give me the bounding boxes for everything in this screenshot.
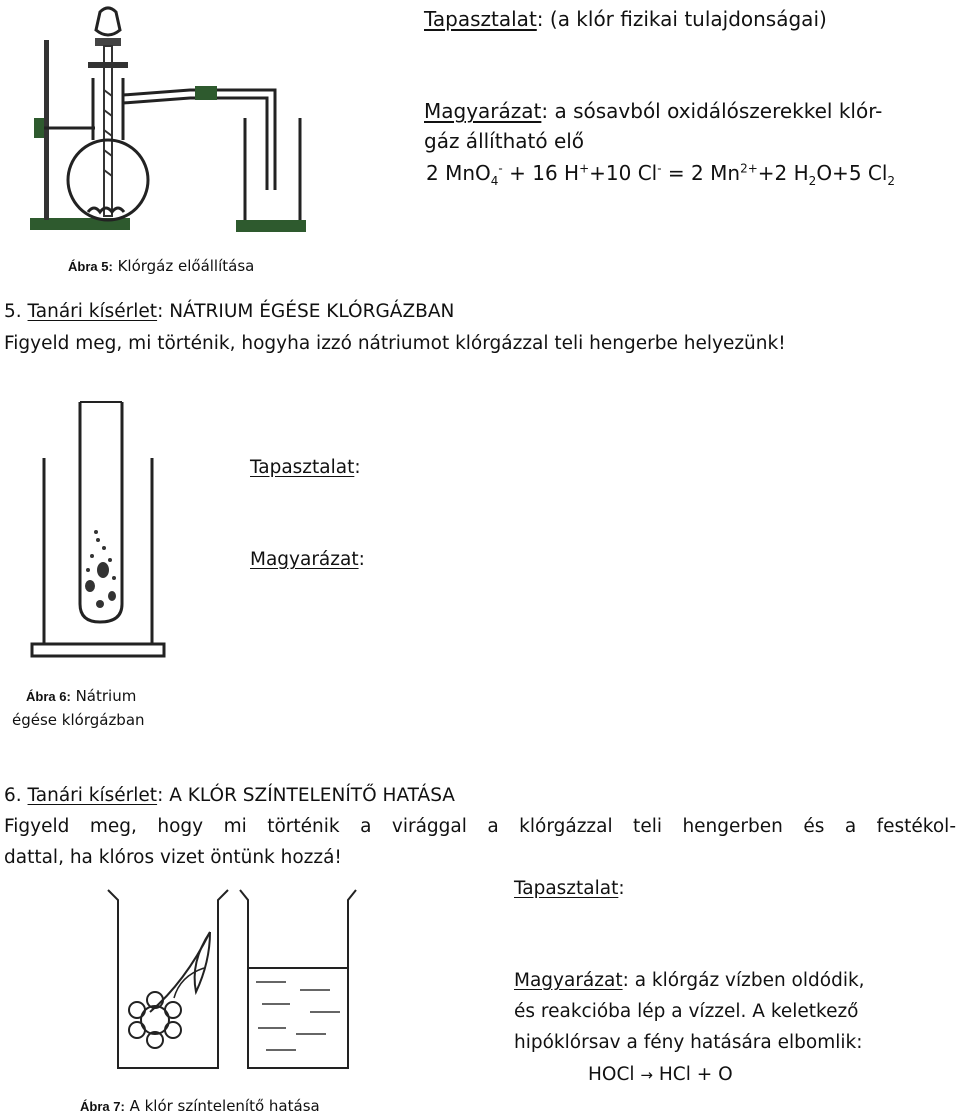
decolorizing-illustration [90, 872, 360, 1092]
experiment-6-instruction-line2: dattal, ha klóros vizet öntünk hozzá! [4, 847, 342, 868]
experiment-6-heading [4, 780, 455, 811]
observation-label: Tapasztalat [250, 457, 355, 478]
explanation-text-line2: gáz állítható elő [424, 129, 585, 153]
explanation-label: Magyarázat [424, 99, 542, 123]
experiment-title: : A KLÓR SZÍNTELENÍTŐ HATÁSA [157, 785, 455, 806]
experiment-5-instruction: Figyeld meg, mi történik, hogyha izzó nátriumot klórgázzal teli hengerbe helyezünk! [4, 333, 786, 354]
observation-label: Tapasztalat [514, 878, 619, 899]
arrow-icon: → [640, 1066, 653, 1084]
eq-term: 2 MnO [426, 161, 491, 185]
explanation-text-line1: : a sósavból oxidálószerekkel klór- [541, 99, 883, 123]
eq-term: + 16 H [502, 161, 580, 185]
sodium-burning-illustration [0, 390, 190, 690]
figure-5-caption [68, 254, 254, 279]
experiment-number: 6. [4, 785, 28, 806]
experiment-6-explanation [514, 965, 865, 996]
eq-sup: - [498, 161, 503, 176]
experiment-label: Tanári kísérlet [27, 301, 158, 322]
observation-text: : (a klór fizikai tulajdonságai) [536, 7, 827, 31]
figure-caption-label: Ábra 5: [68, 259, 113, 274]
experiment-5-observation [250, 452, 361, 483]
observation-colon: : [354, 457, 361, 478]
eq-sub: 2 [808, 174, 817, 188]
eq-term: O+5 Cl [816, 161, 888, 185]
eq-term: HOCl [588, 1064, 635, 1085]
eq-sup: 2+ [740, 161, 758, 176]
figure-caption-label: Ábra 6: [26, 689, 71, 704]
explanation-label: Magyarázat [250, 549, 359, 570]
figure-caption-text: Nátrium [70, 687, 137, 705]
experiment-5-explanation [250, 544, 365, 575]
eq-sup: - [657, 161, 662, 176]
explanation-text-line1: : a klórgáz vízben oldódik, [622, 970, 865, 991]
experiment-title: : NÁTRIUM ÉGÉSE KLÓRGÁZBAN [157, 301, 455, 322]
figure-caption-label: Ábra 7: [80, 1099, 125, 1114]
experiment-label: Tanári kísérlet [27, 785, 158, 806]
permanganate-equation [426, 158, 895, 188]
explanation-1 [424, 96, 882, 126]
eq-sub: 2 [887, 174, 896, 188]
explanation-colon: : [358, 549, 365, 570]
eq-term: +10 Cl [589, 161, 658, 185]
experiment-6-explanation-line3: hipóklórsav a fény hatására elbomlik: [514, 1032, 863, 1053]
figure-6-caption-line2: égése klórgázban [12, 711, 145, 729]
figure-7-caption [80, 1094, 320, 1119]
experiment-5-heading [4, 296, 454, 327]
hocl-equation [588, 1059, 733, 1091]
eq-term: HCl + O [658, 1064, 733, 1085]
eq-term: +2 H [757, 161, 809, 185]
chlorine-apparatus-illustration [0, 0, 320, 245]
observation-1 [424, 4, 827, 34]
figure-caption-text: A klór színtelenítő hatása [124, 1097, 320, 1115]
eq-sup: + [579, 161, 590, 176]
experiment-6-explanation-line2: és reakcióba lép a vízzel. A keletkező [514, 1001, 859, 1022]
experiment-number: 5. [4, 301, 28, 322]
observation-colon: : [618, 878, 625, 899]
observation-label: Tapasztalat [424, 7, 537, 31]
experiment-6-instruction-line1: Figyeld meg, hogy mi történik a virággal a klórgázzal teli hengerben és a festékol- [4, 816, 956, 837]
figure-caption-text: Klórgáz előállítása [112, 257, 255, 275]
explanation-label: Magyarázat [514, 970, 623, 991]
eq-sub: 4 [490, 174, 499, 188]
figure-6-caption [26, 684, 136, 709]
experiment-6-observation [514, 873, 625, 904]
eq-term: = 2 Mn [661, 161, 741, 185]
